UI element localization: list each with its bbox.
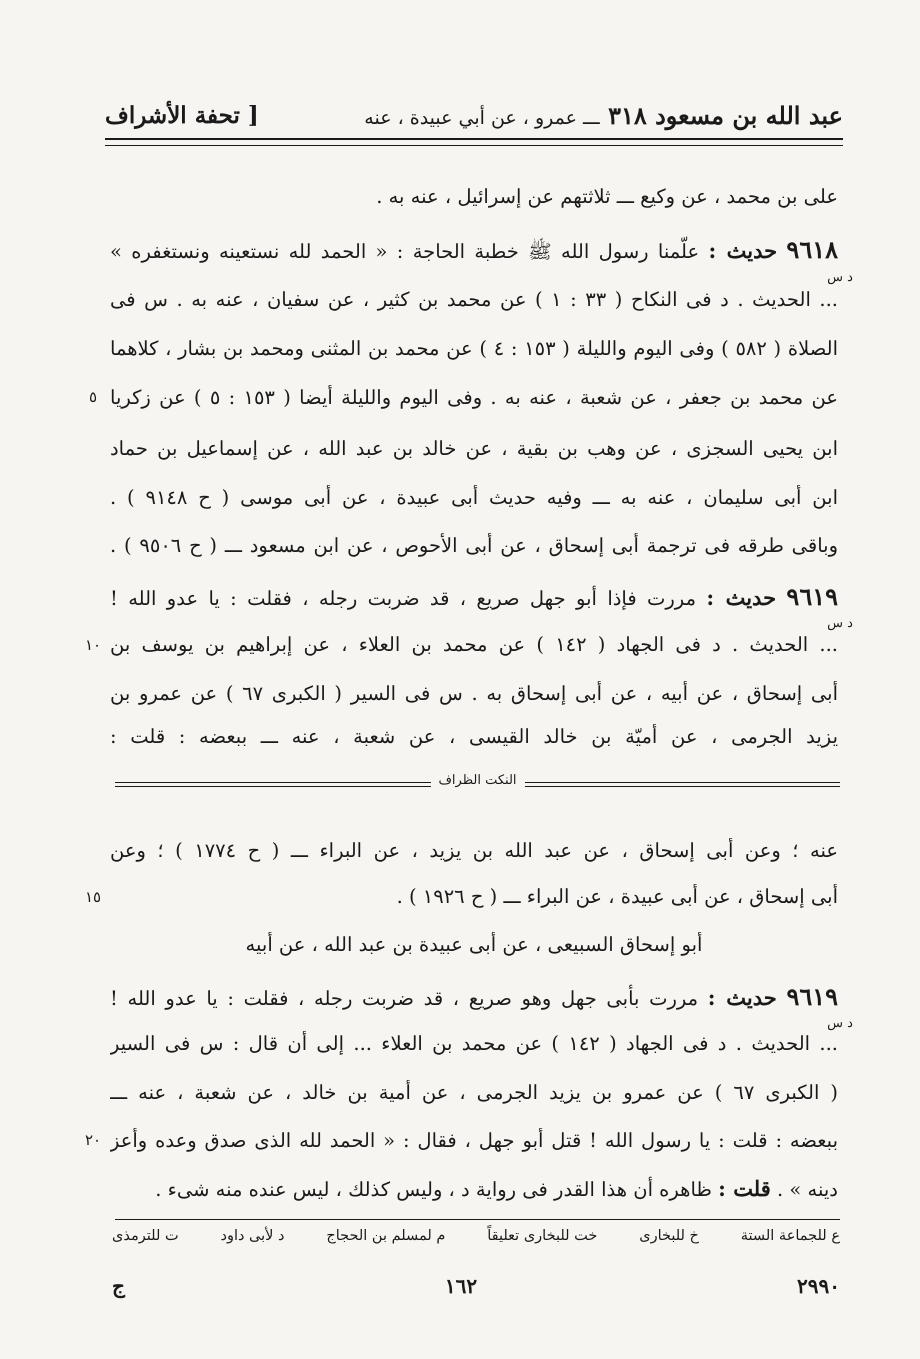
text-line: عن محمد بن جعفر ، عن شعبة ، عنه به . وفى اليوم والليلة أيضا ( ١٥٣ : ٥ ) عن زكريا [110,386,838,409]
text-line: عنه ؛ وعن أبى إسحاق ، عن عبد الله بن يزيد ، عن البراء ـــ ( ح ١٧٧٤ ) ؛ وعن [110,839,838,862]
chain-heading: أبو إسحاق السبيعى ، عن أبى عبيدة بن عبد الله ، عن أبيه [245,933,703,956]
hadith-number: ٩٦١٨ [786,235,838,264]
hadith-number: ٩٦١٩ [786,982,838,1011]
hadith-keyword: حديث : [707,985,777,1010]
hadith-number: ٩٦١٩ [786,582,838,611]
signature-marker: ج [112,1274,125,1298]
sigla-key [112,1228,840,1244]
line-number: ١٥ [84,888,102,906]
hadith-text: علّمنا رسول الله ﷺ خطبة الحاجة : « الحمد لله نستعينه ونستغفره » [110,240,700,263]
hadith-keyword: حديث : [706,585,777,610]
header-title-main: عبد الله بن مسعود ٣١٨ [608,100,843,130]
page-number: ١٦٢ [444,1274,478,1298]
hadith-keyword: حديث : [708,238,778,263]
hadith-text: مررت بأبى جهل وهو صريع ، قد ضربت رجله ، فقلت : يا عدو الله ! [110,987,699,1010]
footnote-rule [115,1219,840,1220]
header-section-title [364,101,843,130]
sigla-key-item: خت للبخارى تعليقاً [487,1228,598,1244]
text-line: ... الحديث . د فى النكاح ( ٣٣ : ١ ) عن محمد بن كثير ، عن سفيان ، عنه به . س فى [110,288,838,311]
sigla-key-item: ت للترمذى [112,1228,179,1244]
qultu-keyword: قلت : [718,1176,771,1201]
siglum: د س [827,270,853,285]
text-line: أبى إسحاق ، عن أبى عبيدة ، عن البراء ـــ ( ح ١٩٢٦ ) . [396,885,838,908]
hadith-line-9619 [110,581,838,612]
hadith-line-9619-b [110,981,838,1012]
text-line: ابن أبى سليمان ، عنه به ـــ وفيه حديث أبى عبيدة ، عن أبى موسى ( ح ٩١٤٨ ) . [110,486,838,509]
header-book-title: [ تحفة الأشراف [105,101,259,129]
text-line: الصلاة ( ٥٨٢ ) وفى اليوم والليلة ( ١٥٣ : ٤ ) عن محمد بن المثنى ومحمد بن بشار ، كلاهما [110,337,838,360]
sigla-key-item: خ للبخارى [639,1228,699,1244]
text-line: ... الحديث . د فى الجهاد ( ١٤٢ ) عن محمد بن العلاء ... إلى أن قال : س فى السير [110,1032,838,1055]
header-title-sub: ـــ عمرو ، عن أبي عبيدة ، عنه [364,106,600,129]
text-line: ( الكبرى ٦٧ ) عن عمرو بن يزيد الجرمى ، عن أمية بن خالد ، عن شعبة ، عنه ـــ [110,1081,838,1104]
text-fragment: دينه » . [777,1178,838,1201]
line-number: ٥ [88,388,98,406]
line-number: ١٠ [84,636,102,654]
sigla-key-item: د لأبى داود [220,1228,285,1244]
text-fragment: ظاهره أن هذا القدر فى رواية د ، وليس كذلك ، ليس عنده منه شىء . [155,1178,712,1201]
sigla-key-item: م لمسلم بن الحجاج [326,1228,446,1244]
text-line: وباقى طرقه فى ترجمة أبى إسحاق ، عن أبى الأحوص ، عن ابن مسعود ـــ ( ح ٩٥٠٦ ) . [110,534,838,557]
section-divider [115,772,840,798]
text-line: ... الحديث . د فى الجهاد ( ١٤٢ ) عن محمد بن العلاء ، عن إبراهيم بن يوسف بن [110,633,838,656]
text-line: ببعضه : قلت : يا رسول الله ! قتل أبو جهل ، فقال : « الحمد لله الذى صدق وعده وأعز [110,1129,838,1152]
text-line: ابن يحيى السجزى ، عن وهب بن بقية ، عن خالد بن عبد الله ، عن إسماعيل بن حماد [110,437,838,460]
siglum: د س [827,616,853,631]
text-line: أبى إسحاق ، عن أبيه ، عن أبى إسحاق به . س فى السير ( الكبرى ٦٧ ) عن عمرو بن [110,682,838,705]
running-header [105,95,843,135]
divider-label: النكت الظراف [430,773,524,788]
sigla-key-item: ع للجماعة الستة [740,1228,840,1244]
line-number: ٢٠ [84,1131,102,1149]
page-footer [112,1274,840,1298]
text-line-last [110,1175,838,1202]
siglum: د س [827,1016,853,1031]
hadith-text: مررت فإذا أبو جهل صريع ، قد ضربت رجله ، فقلت : يا عدو الله ! [110,587,697,610]
volume-number: ٢٩٩٠ [797,1274,840,1298]
text-line: يزيد الجرمى ، عن أميّة بن خالد القيسى ، عن شعبة ، عنه ـــ ببعضه : قلت : [110,725,838,748]
hadith-line-9618 [110,234,838,265]
text-line: على بن محمد ، عن وكيع ـــ ثلاثتهم عن إسرائيل ، عنه به . [376,185,838,208]
header-rule [105,138,843,146]
